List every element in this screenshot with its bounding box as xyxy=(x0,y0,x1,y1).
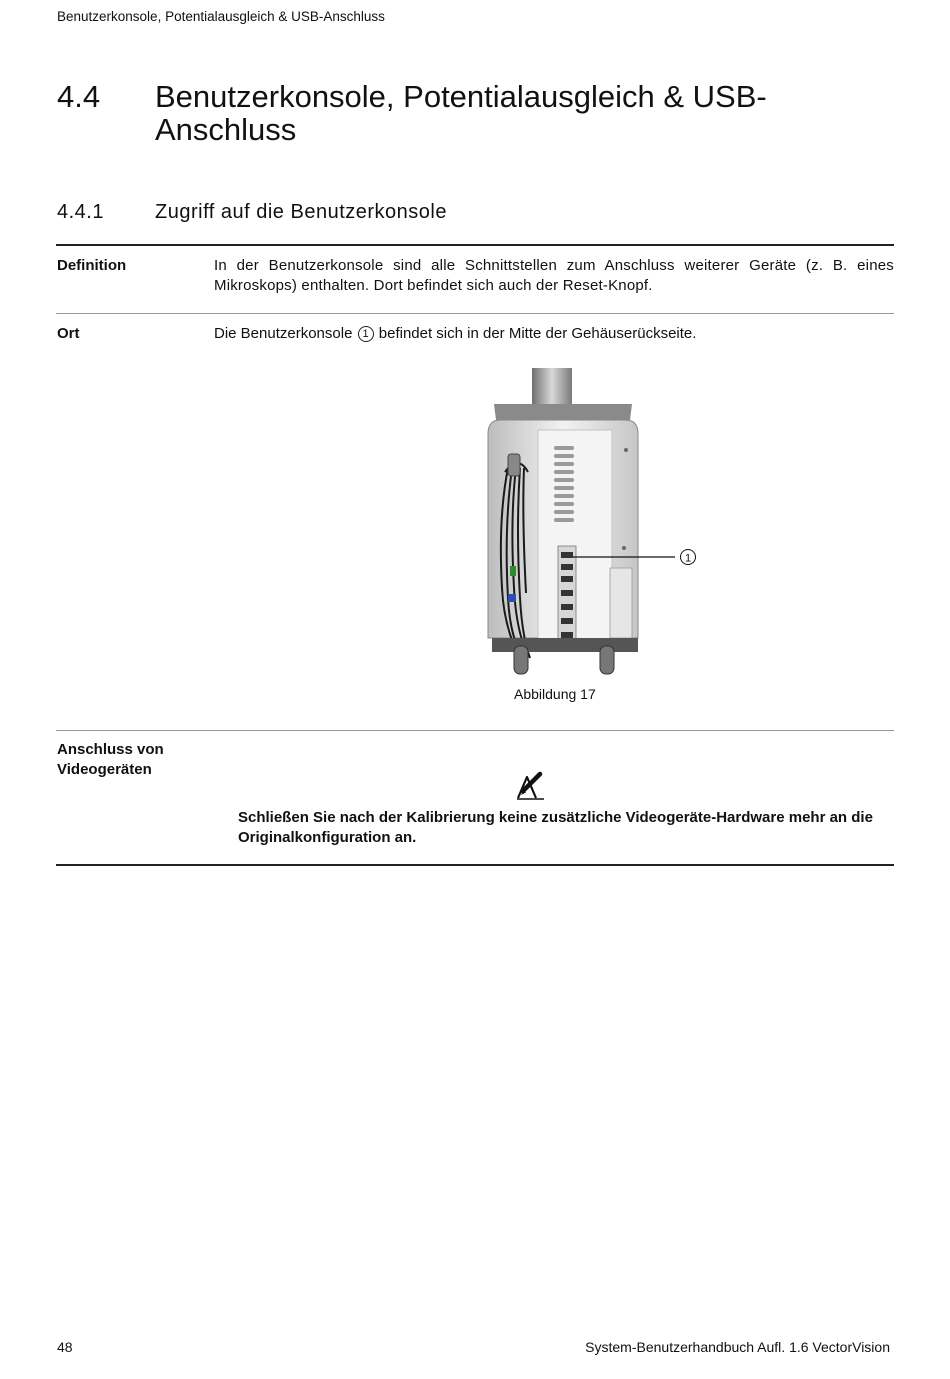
video-label-line1: Anschluss von xyxy=(57,741,164,758)
ort-text-before: Die Benutzerkonsole xyxy=(214,325,353,342)
callout-marker: 1 xyxy=(358,326,374,342)
note-text: Schließen Sie nach der Kalibrierung keine zusätzliche Videogeräte-Hardware mehr an die Originalkonfiguration an. xyxy=(238,809,873,846)
video-label-line2: Videogeräten xyxy=(57,761,152,778)
divider xyxy=(56,244,894,246)
page-number: 48 xyxy=(57,1339,73,1355)
cart-rear-photo xyxy=(470,368,710,688)
note-pen-icon xyxy=(515,771,547,801)
figure-caption: Abbildung 17 xyxy=(514,686,596,702)
chapter-title: Benutzerkonsole, Potentialausgleich & USB-Anschluss xyxy=(155,79,767,147)
chapter-number: 4.4 xyxy=(57,79,101,114)
divider xyxy=(56,864,894,866)
divider xyxy=(56,730,894,731)
running-header: Benutzerkonsole, Potentialausgleich & USB-Anschluss xyxy=(57,9,385,24)
section-number: 4.4.1 xyxy=(57,201,104,223)
section-heading xyxy=(57,201,447,224)
definition-text: In der Benutzerkonsole sind alle Schnittstellen zum Anschluss weiterer Geräte (z. B. eines Mikroskops) enthalten. Dort befindet sich auch der Reset-Knopf. xyxy=(214,257,894,294)
divider xyxy=(56,313,894,314)
section-title: Zugriff auf die Benutzerkonsole xyxy=(155,201,447,223)
ort-text xyxy=(214,324,894,344)
footer-document-title: System-Benutzerhandbuch Aufl. 1.6 VectorVision xyxy=(585,1339,890,1355)
ort-label: Ort xyxy=(57,325,80,342)
definition-label: Definition xyxy=(57,257,127,274)
ort-text-after: befindet sich in der Mitte der Gehäuserückseite. xyxy=(378,325,697,342)
video-label xyxy=(57,740,164,780)
figure-callout: 1 xyxy=(684,552,692,565)
